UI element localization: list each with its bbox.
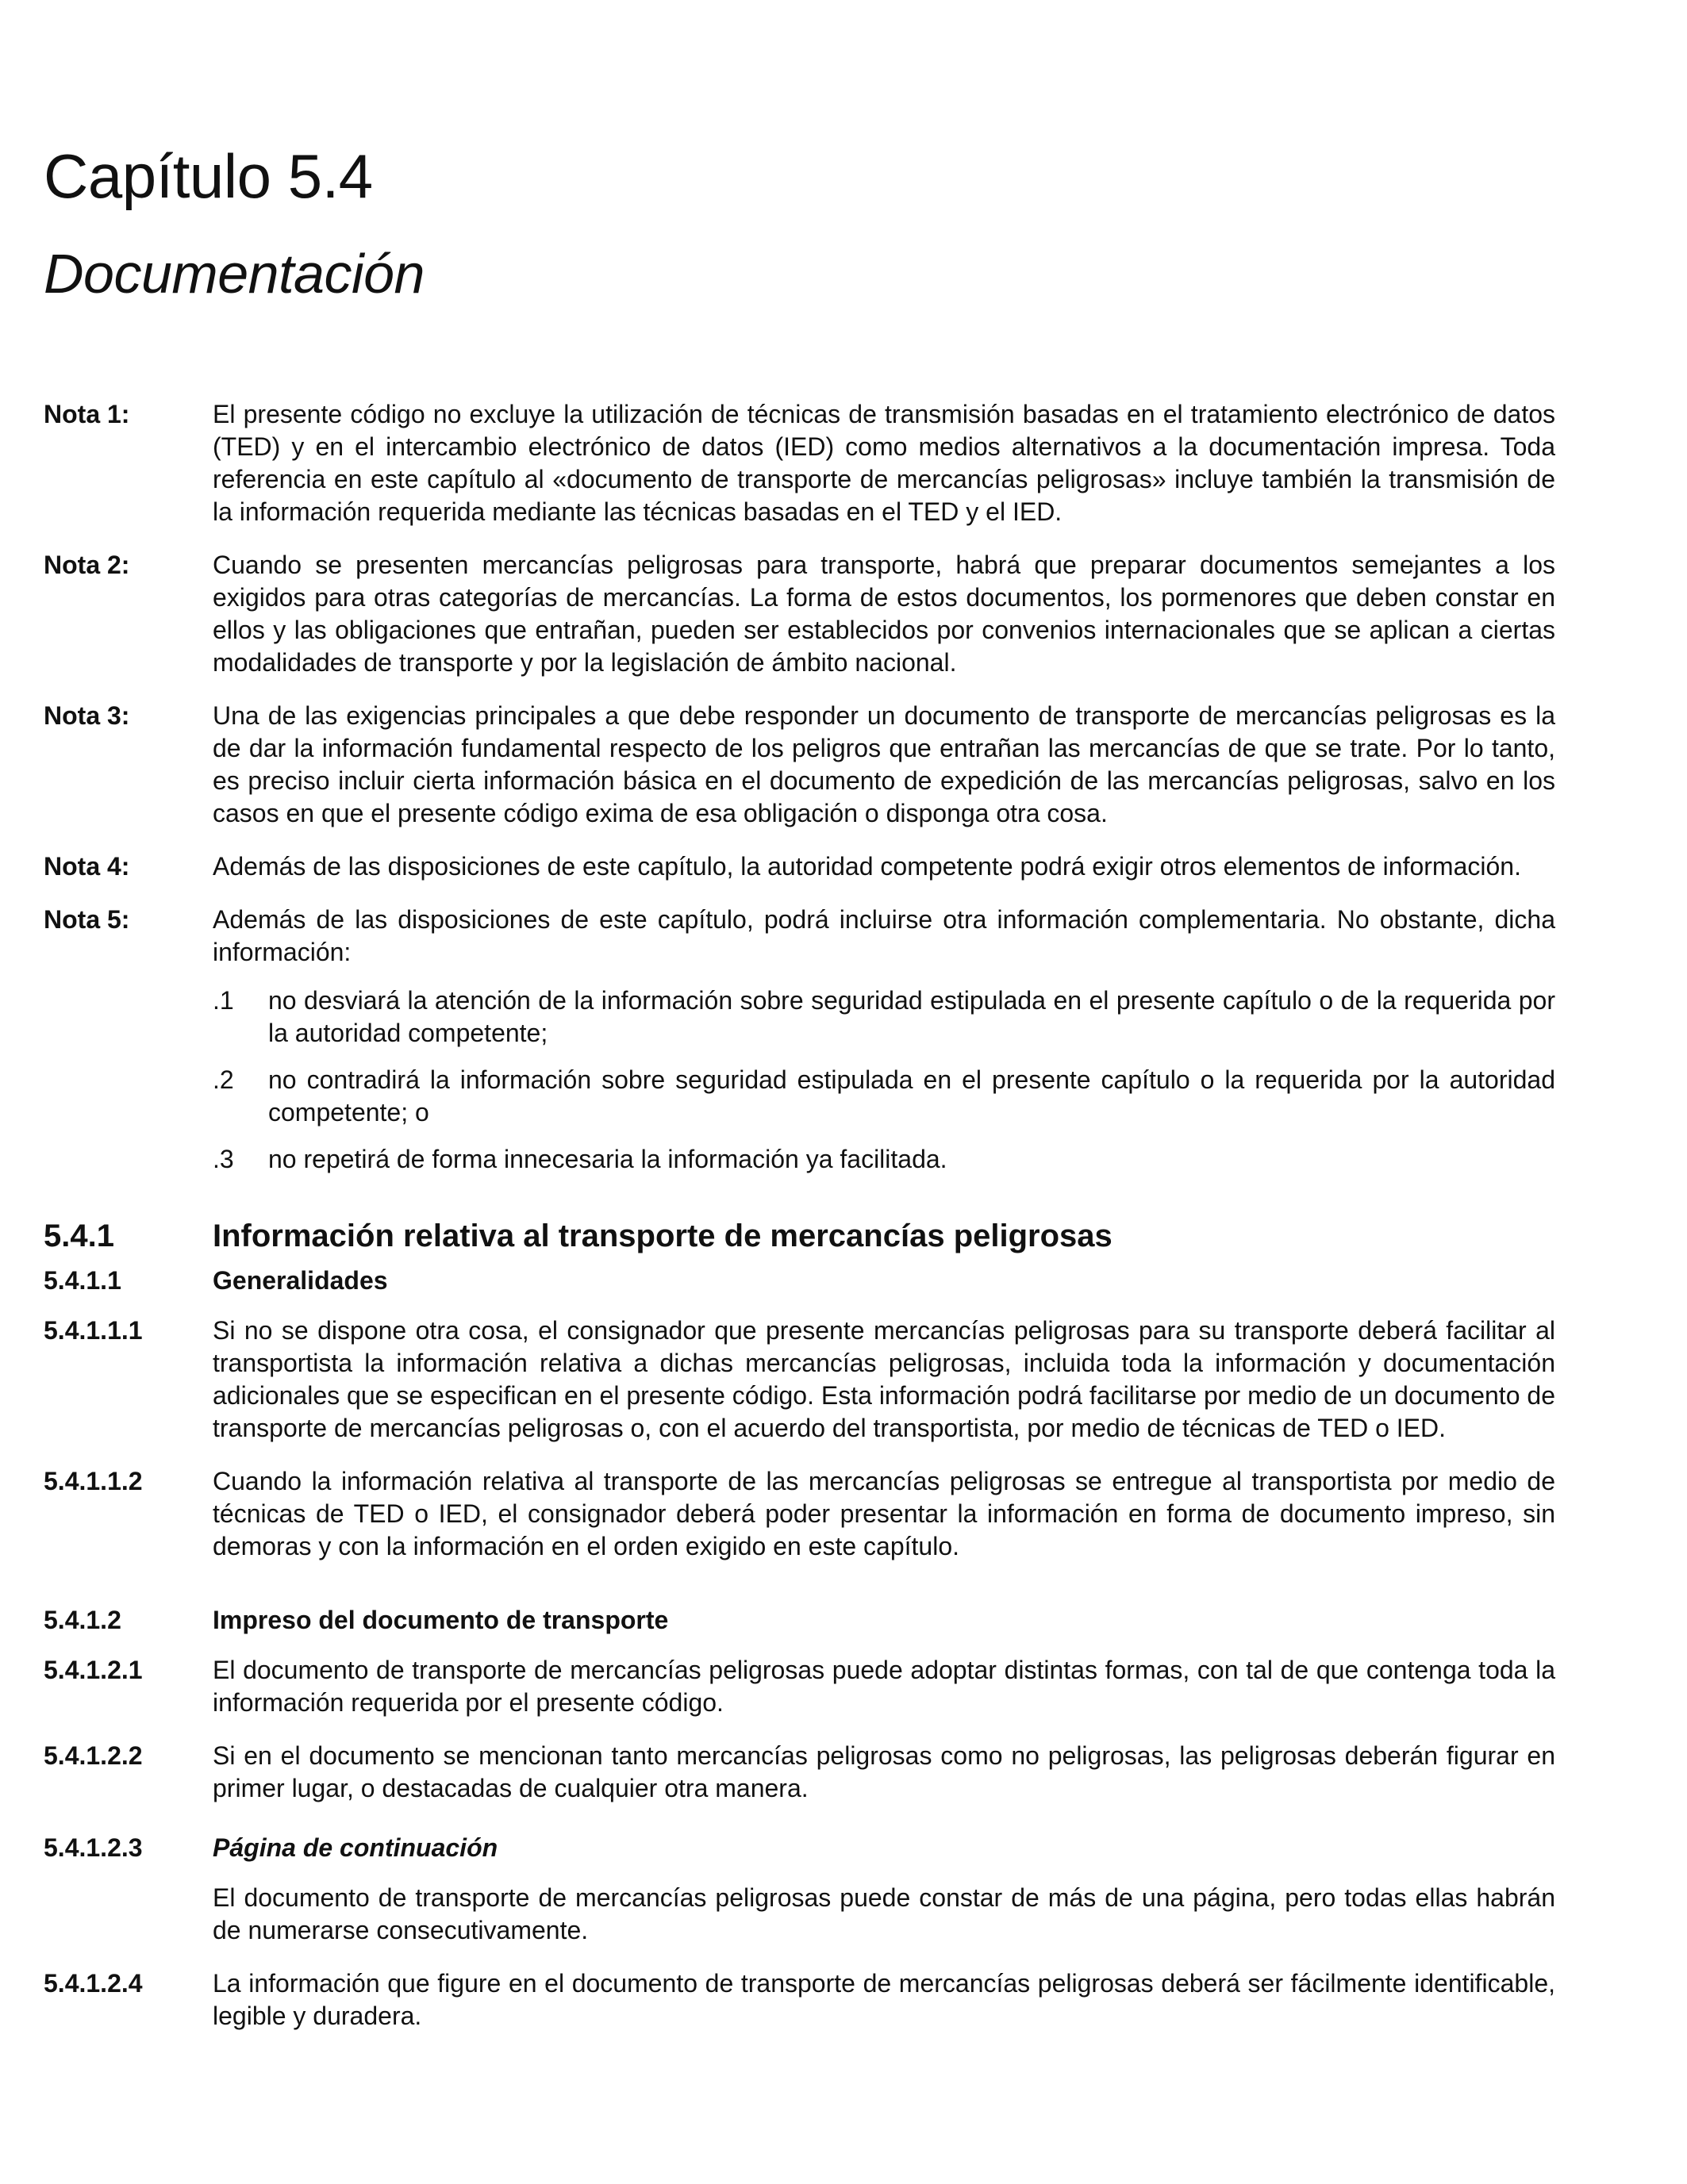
note-5 [44,904,1555,1176]
subsection-number: 5.4.1.1 [44,1266,121,1295]
paragraph [44,1315,1555,1445]
note-label: Nota 3: [44,701,130,730]
list-item-number: .1 [213,986,234,1015]
note-5-sublist [213,985,1555,1176]
paragraph [44,1465,1555,1563]
subsection-heading [44,1265,1555,1297]
paragraph-text: El documento de transporte de mercancías peligrosas puede adoptar distintas formas, con tal de que contenga toda la información requerida por el presente código. [213,1656,1555,1717]
paragraph-number: 5.4.1.2.1 [44,1656,143,1684]
list-item [213,985,1555,1050]
note-label: Nota 4: [44,852,130,881]
list-item [213,1064,1555,1129]
paragraph-text: Si en el documento se mencionan tanto mercancías peligrosas como no peligrosas, las peligrosas deberán figurar en primer lugar, o destacadas de cualquier otra manera. [213,1741,1555,1802]
subsection-title: Generalidades [213,1266,388,1295]
note-label: Nota 1: [44,400,130,428]
list-item-text: no repetirá de forma innecesaria la información ya facilitada. [268,1145,947,1173]
document-body [44,398,1555,2053]
note-text: Una de las exigencias principales a que debe responder un documento de transporte de mercancías peligrosas es la de dar la información fundamental respecto de los peligros que entrañan las mercancías de que se trate. Por lo tanto, es preciso incluir cierta información básica en el documento de expedición de las mercancías peligrosas, salvo en los casos en que el presente código exima de esa obligación o disponga otra cosa. [213,701,1555,827]
section-heading [44,1217,1555,1255]
paragraph-number: 5.4.1.2.4 [44,1969,143,1998]
list-item-number: .3 [213,1145,234,1173]
list-item-number: .2 [213,1065,234,1094]
note-content [213,904,1555,1176]
paragraph-number: 5.4.1.2.2 [44,1741,143,1770]
note-text: El presente código no excluye la utilización de técnicas de transmisión basadas en el tratamiento electrónico de datos (TED) y en el intercambio electrónico de datos (IED) como medios alternativos a la documentación impresa. Toda referencia en este capítulo al «documento de transporte de mercancías peligrosas» incluye también la transmisión de la información requerida mediante las técnicas basadas en el TED y el IED. [213,400,1555,526]
list-item-text: no contradirá la información sobre seguridad estipulada en el presente capítulo o la requerida por la autoridad competente; o [268,1065,1555,1127]
note-text: Además de las disposiciones de este capítulo, podrá incluirse otra información complementaria. No obstante, dicha información: [213,905,1555,966]
note-text: Cuando se presenten mercancías peligrosas para transporte, habrá que preparar documentos semejantes a los exigidos para otras categorías de mercancías. La forma de estos documentos, los pormenores que deben constar en ellos y las obligaciones que entrañan, pueden ser establecidos por convenios internacionales que se aplican a ciertas modalidades de transporte y por la legislación de ámbito nacional. [213,551,1555,677]
chapter-title: Capítulo 5.4 [44,141,373,211]
section-title: Información relativa al transporte de mercancías peligrosas [213,1219,1112,1253]
list-item-text: no desviará la atención de la información sobre seguridad estipulada en el presente capítulo o de la requerida por la autoridad competente; [268,986,1555,1047]
note-3 [44,700,1555,830]
paragraph-number: 5.4.1.1.1 [44,1316,143,1345]
list-item [213,1143,1555,1176]
paragraph-text: La información que figure en el documento de transporte de mercancías peligrosas deberá ser fácilmente identificable, legible y duradera. [213,1969,1555,2030]
paragraph-number: 5.4.1.1.2 [44,1467,143,1495]
paragraph-text: Cuando la información relativa al transporte de las mercancías peligrosas se entregue al transportista por medio de técnicas de TED o IED, el consignador deberá poder presentar la información en forma de documento impreso, sin demoras y con la información en el orden exigido en este capítulo. [213,1467,1555,1560]
note-text: Además de las disposiciones de este capítulo, la autoridad competente podrá exigir otros elementos de información. [213,852,1521,881]
paragraph [44,1654,1555,1719]
note-1 [44,398,1555,528]
paragraph [44,1967,1555,2032]
note-2 [44,549,1555,679]
section-number: 5.4.1 [44,1219,114,1253]
paragraph-heading [44,1832,1555,1864]
note-label: Nota 5: [44,905,130,934]
paragraph-heading-title: Página de continuación [213,1833,498,1862]
subsection-title: Impreso del documento de transporte [213,1606,669,1634]
paragraph-number: 5.4.1.2.3 [44,1833,143,1862]
paragraph-text: Si no se dispone otra cosa, el consignador que presente mercancías peligrosas para su transporte deberá facilitar al transportista la información relativa a dichas mercancías peligrosas, incluida toda la información y documentación adicionales que se especifican en el presente código. Esta información podrá facilitarse por medio de un documento de transporte de mercancías peligrosas o, con el acuerdo del transportista, por medio de técnicas de TED o IED. [213,1316,1555,1442]
subsection-heading [44,1604,1555,1637]
note-label: Nota 2: [44,551,130,579]
note-4 [44,850,1555,883]
subsection-number: 5.4.1.2 [44,1606,121,1634]
paragraph-text: El documento de transporte de mercancías peligrosas puede constar de más de una página, pero todas ellas habrán de numerarse consecutivamente. [213,1883,1555,1944]
paragraph [44,1882,1555,1947]
chapter-subtitle: Documentación [44,243,425,305]
paragraph [44,1740,1555,1805]
